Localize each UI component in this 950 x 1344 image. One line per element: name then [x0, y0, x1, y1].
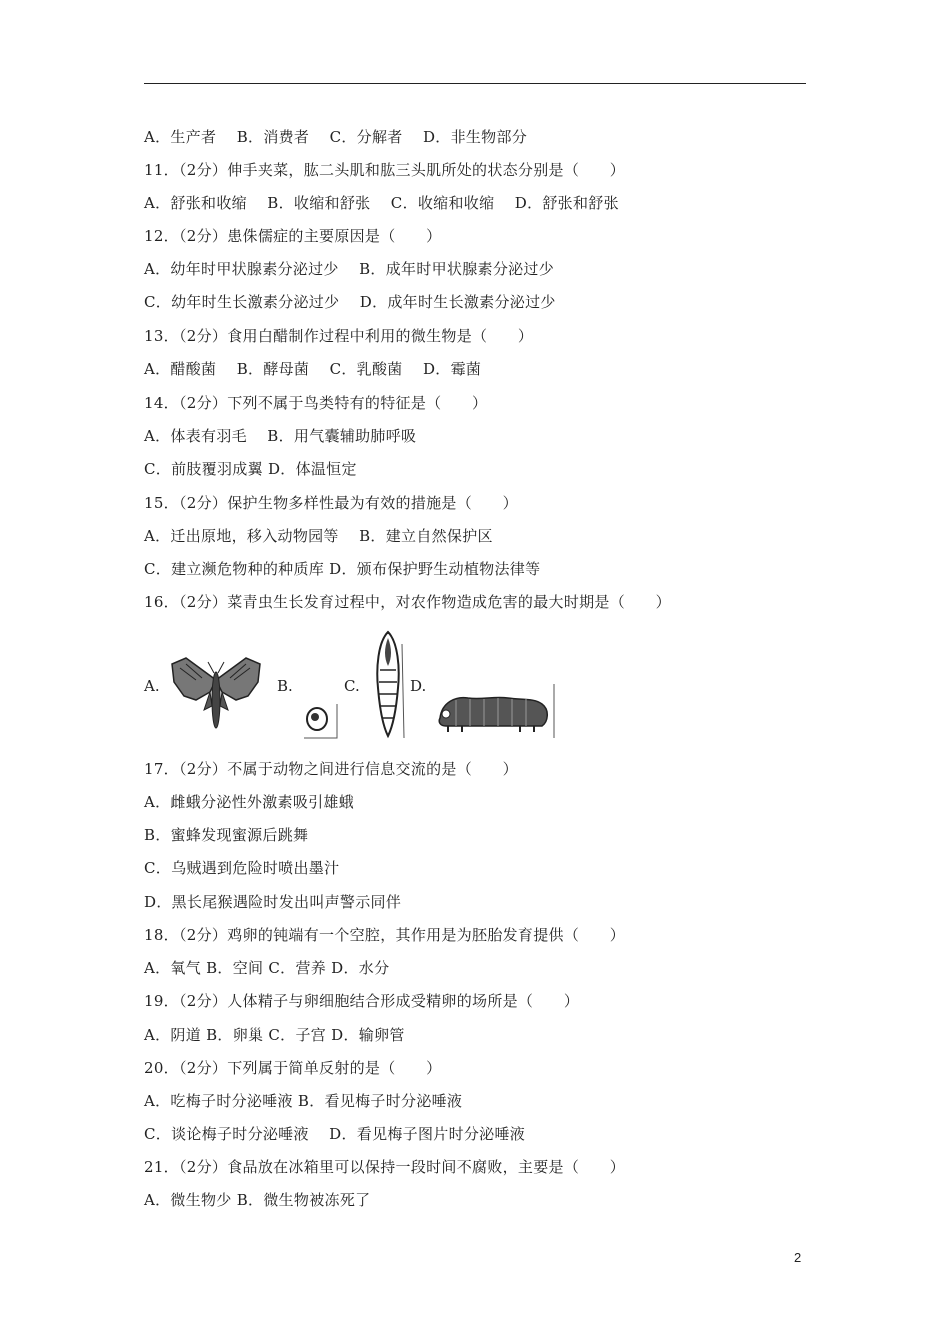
page-number: 2 [794, 1250, 802, 1265]
q20-options-line2: C．谈论梅子时分泌唾液 D．看见梅子图片时分泌唾液 [144, 1125, 526, 1143]
q21-stem: 21．（2分）食品放在冰箱里可以保持一段时间不腐败，主要是（ ） [144, 1158, 626, 1176]
q12-options-line2: C．幼年时生长激素分泌过少 D．成年时生长激素分泌过少 [144, 293, 556, 311]
q17-stem: 17．（2分）不属于动物之间进行信息交流的是（ ） [144, 760, 518, 778]
q11-stem: 11．（2分）伸手夹菜，肱二头肌和肱三头肌所处的状态分别是（ ） [144, 161, 626, 179]
q14-options-line1: A．体表有羽毛 B．用气囊辅助肺呼吸 [144, 427, 417, 445]
q12-options-line1: A．幼年时甲状腺素分泌过少 B．成年时甲状腺素分泌过少 [144, 260, 555, 278]
q10-options: A．生产者 B．消费者 C．分解者 D．非生物部分 [144, 128, 528, 146]
q12-stem: 12．（2分）患侏儒症的主要原因是（ ） [144, 227, 442, 245]
q17-option-c: C．乌贼遇到危险时喷出墨汁 [144, 859, 340, 877]
q19-options: A．阴道 B．卵巢 C．子宫 D．输卵管 [144, 1026, 405, 1044]
q16-label-b: B. [277, 677, 293, 695]
caterpillar-icon [434, 682, 558, 740]
q15-stem: 15．（2分）保护生物多样性最为有效的措施是（ ） [144, 494, 518, 512]
q16-label-c: C. [344, 677, 360, 695]
q16-stem: 16．（2分）菜青虫生长发育过程中，对农作物造成危害的最大时期是（ ） [144, 593, 671, 611]
q15-options-line1: A．迁出原地，移入动物园等 B．建立自然保护区 [144, 527, 493, 545]
q15-options-line2: C．建立濒危物种的种质库 D．颁布保护野生动植物法律等 [144, 560, 541, 578]
q16-label-d: D. [410, 677, 427, 695]
q13-stem: 13．（2分）食用白醋制作过程中利用的微生物是（ ） [144, 327, 534, 345]
q20-options-line1: A．吃梅子时分泌唾液 B．看见梅子时分泌唾液 [144, 1092, 463, 1110]
q17-option-b: B．蜜蜂发现蜜源后跳舞 [144, 826, 309, 844]
egg-icon [300, 700, 340, 740]
q21-options: A．微生物少 B．微生物被冻死了 [144, 1191, 371, 1209]
q14-stem: 14．（2分）下列不属于鸟类特有的特征是（ ） [144, 394, 488, 412]
pupa-icon [366, 628, 410, 740]
q16-label-a: A. [144, 677, 160, 695]
q18-stem: 18．（2分）鸡卵的钝端有一个空腔，其作用是为胚胎发育提供（ ） [144, 926, 626, 944]
q19-stem: 19．（2分）人体精子与卵细胞结合形成受精卵的场所是（ ） [144, 992, 580, 1010]
q11-options: A．舒张和收缩 B．收缩和舒张 C．收缩和收缩 D．舒张和舒张 [144, 194, 619, 212]
butterfly-icon [166, 652, 266, 740]
q17-option-d: D．黑长尾猴遇险时发出叫声警示同伴 [144, 893, 402, 911]
header-rule [144, 83, 806, 84]
q14-options-line2: C．前肢覆羽成翼 D．体温恒定 [144, 460, 357, 478]
q13-options: A．醋酸菌 B．酵母菌 C．乳酸菌 D．霉菌 [144, 360, 482, 378]
q18-options: A．氧气 B．空间 C．营养 D．水分 [144, 959, 390, 977]
q20-stem: 20．（2分）下列属于简单反射的是（ ） [144, 1059, 442, 1077]
q17-option-a: A．雌蛾分泌性外激素吸引雄蛾 [144, 793, 355, 811]
